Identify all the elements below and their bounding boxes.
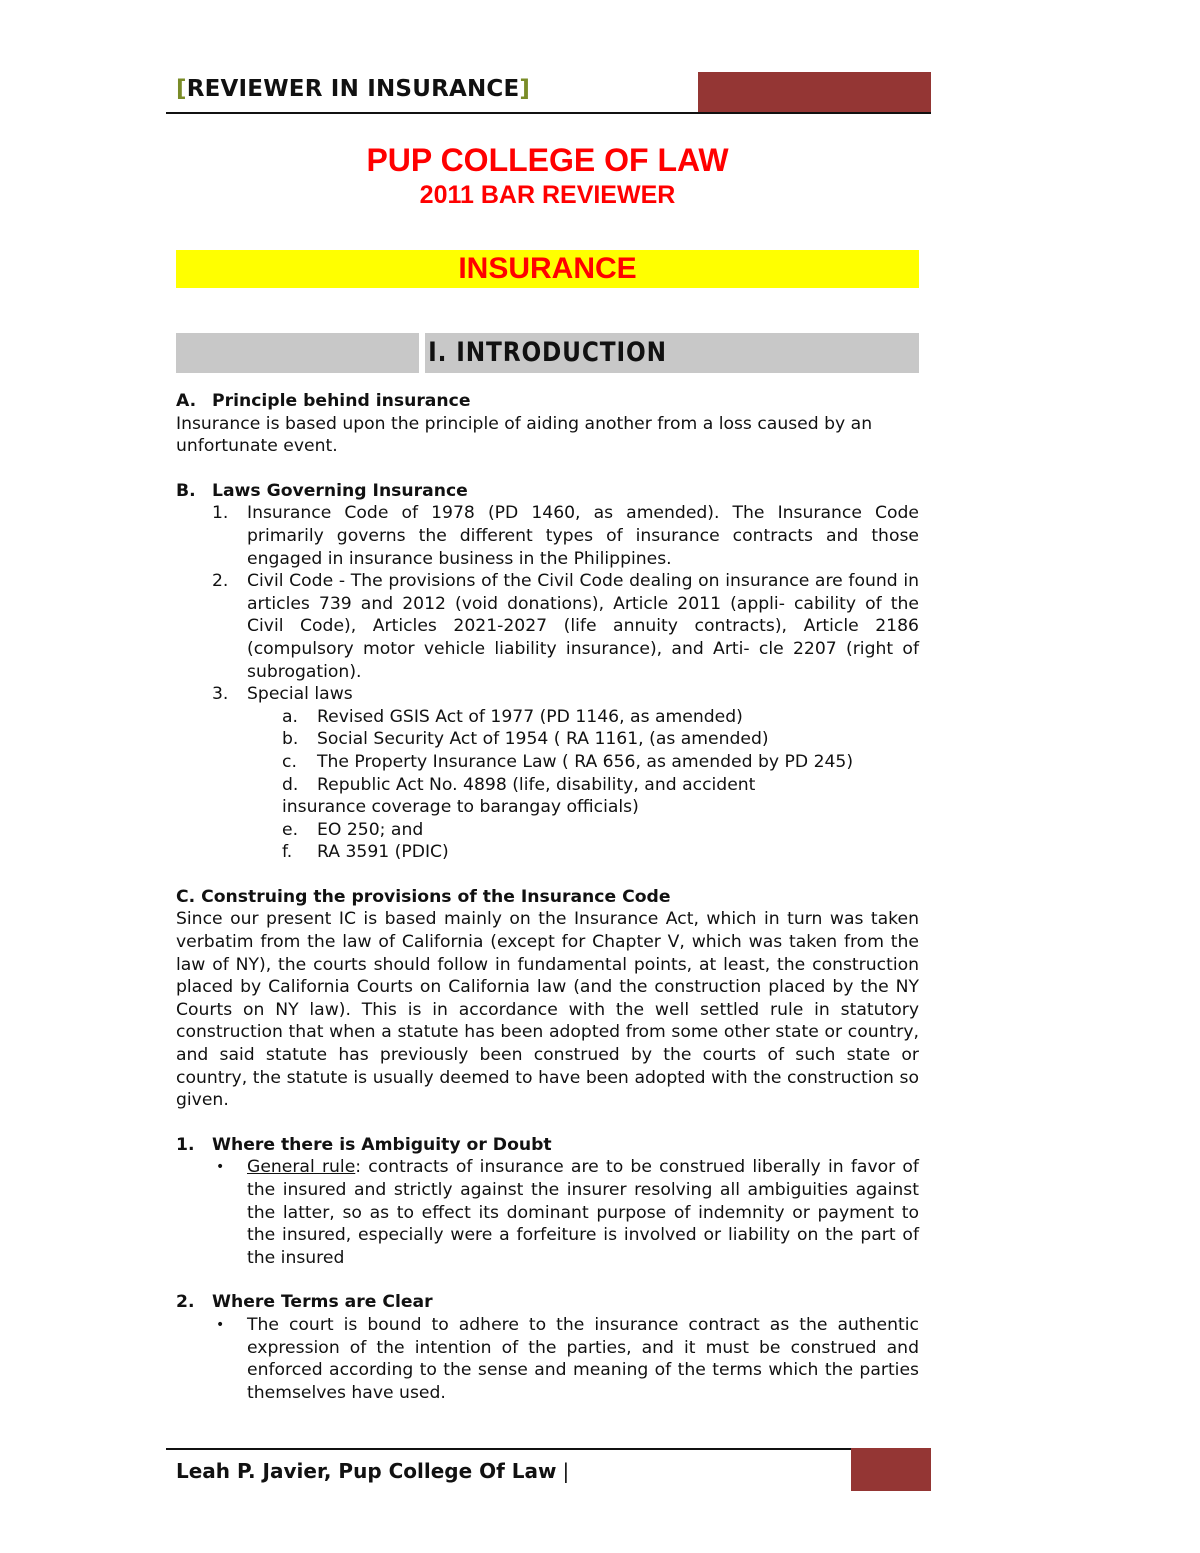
list-item xyxy=(176,570,919,683)
list-item xyxy=(176,683,919,864)
sub-list-item xyxy=(176,751,919,774)
sub-list-marker: d. xyxy=(282,774,299,795)
section-c-title: Construing the provisions of the Insurance Code xyxy=(201,886,671,907)
sub-list-text: RA 3591 (PDIC) xyxy=(317,842,449,863)
bullet-item xyxy=(176,1314,919,1404)
subsection-1-title: Where there is Ambiguity or Doubt xyxy=(212,1134,552,1155)
sub-list-marker: a. xyxy=(282,706,298,727)
section-b-title: Laws Governing Insurance xyxy=(212,480,468,501)
document-title: PUP COLLEGE OF LAW xyxy=(366,142,729,178)
header-title: REVIEWER IN INSURANCE xyxy=(186,76,520,102)
sub-list-text: Republic Act No. 4898 (life, disability, and accident xyxy=(317,774,756,795)
header-rule xyxy=(166,112,931,114)
section-a-body: Insurance is based upon the principle of aiding another from a loss caused by an unfortunate event. xyxy=(176,413,873,457)
sub-list-item-continuation xyxy=(176,796,919,819)
document-subtitle: 2011 BAR REVIEWER xyxy=(419,181,676,209)
sub-list-item xyxy=(176,841,919,864)
list-marker: 3. xyxy=(212,684,229,705)
bullet-icon: • xyxy=(216,1159,225,1176)
special-laws-list xyxy=(247,706,919,864)
sub-list-text: Social Security Act of 1954 ( RA 1161, (as amended) xyxy=(317,729,769,750)
chapter-banner xyxy=(176,333,919,373)
clear-terms-bullets xyxy=(176,1314,919,1404)
subsection-2-heading xyxy=(176,1291,919,1314)
section-a-label: A. xyxy=(176,391,197,411)
sub-list-text: EO 250; and xyxy=(317,819,424,840)
running-footer xyxy=(176,1456,569,1486)
list-item-text: Special laws xyxy=(247,684,353,705)
running-header xyxy=(176,76,530,102)
section-c-heading xyxy=(176,886,919,909)
section-c-label: C. xyxy=(176,886,196,907)
section-b-heading xyxy=(176,480,919,503)
section-a-title: Principle behind insurance xyxy=(212,391,471,411)
list-item xyxy=(176,502,919,570)
list-item-text: Civil Code - The provisions of the Civil Code dealing on insurance are found in articles 739 and 2012 (void donations), Article 2011 (appli- cability of the Civil Code), Articles 2021-2027 (life annuity contracts), Article 2186 (compulsory motor vehicle liability insurance), and Arti- cle 2207 (right of subrogation). xyxy=(247,571,919,682)
section-c-body: Since our present IC is based mainly on the Insurance Act, which in turn was taken verbatim from the law of California (except for Chapter V, which was taken from the law of NY), the courts should follow in fundamental points, at least, the construction placed by California Courts on California law (and the construction placed by the NY Courts on NY law). This is in accordance with the well settled rule in statutory construction that when a statute has been adopted from some other state or country, and said statute has previously been construed by the courts of such state or country, the statute is usually deemed to have been adopted with the construction so given. xyxy=(176,909,919,1111)
document-body xyxy=(176,390,919,1404)
sub-list-item xyxy=(176,706,919,729)
general-rule-label: General rule xyxy=(247,1157,356,1178)
sub-list-text: The Property Insurance Law ( RA 656, as amended by PD 245) xyxy=(317,751,854,772)
bullet-text: : contracts of insurance are to be construed liberally in favor of the insured and strictly against the insurer resolving all ambiguities against the latter, so as to effect its dominant purpose of indemnity or payment to the insured, especially were a forfeiture is involved or liability on the part of the insured xyxy=(247,1157,919,1268)
sub-list-item xyxy=(176,774,919,797)
sub-list-marker: b. xyxy=(282,729,299,750)
section-b-label: B. xyxy=(176,480,196,501)
bullet-text: The court is bound to adhere to the insurance contract as the authentic expression of the intention of the parties, and it must be construed and enforced according to the sense and meaning of the terms which the parties themselves have used. xyxy=(247,1314,919,1403)
footer-author: Leah P. Javier, Pup College Of Law xyxy=(176,1459,557,1483)
footer-separator: | xyxy=(562,1459,570,1483)
header-bracket-open: [ xyxy=(176,76,187,102)
chapter-heading: I. INTRODUCTION xyxy=(428,337,667,368)
sub-list-marker: f. xyxy=(282,842,293,863)
section-a-heading xyxy=(176,390,919,413)
bullet-item xyxy=(176,1156,919,1269)
ambiguity-bullets xyxy=(176,1156,919,1269)
list-item-text: Insurance Code of 1978 (PD 1460, as amended). The Insurance Code primarily governs the different types of insurance contracts and those engaged in insurance business in the Philippines. xyxy=(247,503,919,569)
sub-list-marker: c. xyxy=(282,751,297,772)
bullet-icon: • xyxy=(216,1316,225,1333)
subject-banner: INSURANCE xyxy=(176,250,919,288)
list-marker: 1. xyxy=(212,503,229,524)
sub-list-text: Revised GSIS Act of 1977 (PD 1146, as amended) xyxy=(317,706,743,727)
subsection-1-heading xyxy=(176,1134,919,1157)
list-marker: 2. xyxy=(212,571,229,592)
sub-list-marker: e. xyxy=(282,819,299,840)
laws-list xyxy=(176,502,919,864)
sub-list-item xyxy=(176,728,919,751)
sub-list-text: insurance coverage to barangay officials) xyxy=(282,797,639,818)
footer-rule xyxy=(166,1448,931,1450)
header-bracket-close: ] xyxy=(519,76,531,102)
subsection-2-label: 2. xyxy=(176,1292,195,1313)
header-accent-block xyxy=(698,72,931,112)
footer-accent-block xyxy=(851,1448,931,1491)
sub-list-item xyxy=(176,819,919,842)
subsection-1-label: 1. xyxy=(176,1134,195,1155)
subsection-2-title: Where Terms are Clear xyxy=(212,1292,433,1313)
